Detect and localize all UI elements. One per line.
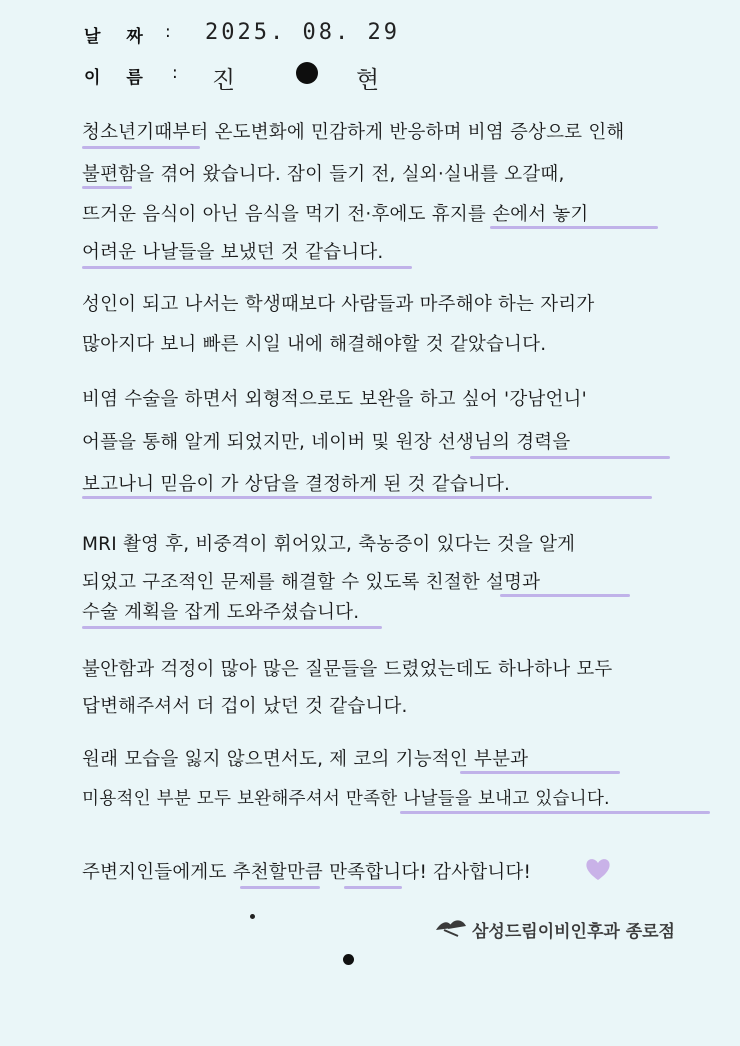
- date-colon: :: [165, 22, 171, 42]
- highlight-underline: [82, 146, 200, 149]
- highlight-underline: [460, 771, 620, 774]
- body-line: 불안함과 걱정이 많아 많은 질문들을 드렸었는데도 하나하나 모두: [82, 659, 613, 680]
- body-line: 미용적인 부분 모두 보완해주셔서 만족한 나날들을 보내고 있습니다.: [82, 789, 610, 809]
- date-label: 날 짜: [84, 27, 153, 47]
- ink-dot: [250, 914, 255, 919]
- body-line: 되었고 구조적인 문제를 해결할 수 있도록 친절한 설명과: [82, 572, 541, 593]
- highlight-underline: [82, 266, 412, 269]
- clinic-name-stamp: 삼성드림이비인후과 종로점: [472, 922, 675, 942]
- highlight-underline: [344, 886, 402, 889]
- highlight-underline: [82, 186, 132, 189]
- highlight-underline: [82, 496, 652, 499]
- highlight-underline: [400, 811, 710, 814]
- body-line: 뜨거운 음식이 아닌 음식을 먹기 전·후에도 휴지를 손에서 놓기: [82, 204, 589, 225]
- body-line: 비염 수술을 하면서 외형적으로도 보완을 하고 싶어 '강남언니': [82, 389, 587, 410]
- highlight-underline: [240, 886, 320, 889]
- body-line: 불편함을 겪어 왔습니다. 잠이 들기 전, 실외·실내를 오갈때,: [82, 164, 565, 185]
- body-line: 성인이 되고 나서는 학생때보다 사람들과 마주해야 하는 자리가: [82, 294, 595, 315]
- name-first: 진: [212, 66, 239, 94]
- body-line: 주변지인들에게도 추천할만큼 만족합니다! 감사합니다!: [82, 862, 532, 883]
- body-line: 많아지다 보니 빠른 시일 내에 해결해야할 것 같았습니다.: [82, 334, 547, 355]
- body-line: 보고나니 믿음이 가 상담을 결정하게 된 것 같습니다.: [82, 474, 511, 495]
- highlight-underline: [490, 226, 658, 229]
- highlight-underline: [82, 626, 382, 629]
- body-line: 청소년기때부터 온도변화에 민감하게 반응하며 비염 증상으로 인해: [82, 122, 625, 143]
- body-line: 원래 모습을 잃지 않으면서도, 제 코의 기능적인 부분과: [82, 749, 529, 770]
- body-line: MRI 촬영 후, 비중격이 휘어있고, 축농증이 있다는 것을 알게: [82, 534, 576, 555]
- highlight-underline: [470, 456, 670, 459]
- body-line: 답변해주셔서 더 겁이 났던 것 같습니다.: [82, 696, 408, 717]
- name-last: 현: [356, 66, 383, 94]
- redacted-name-mark: [296, 62, 318, 84]
- heart-icon: [584, 855, 612, 883]
- name-colon: :: [172, 63, 178, 83]
- ginkgo-leaf-logo-icon: [434, 916, 468, 938]
- body-line: 어플을 통해 알게 되었지만, 네이버 및 원장 선생님의 경력을: [82, 432, 571, 453]
- ink-dot: [343, 954, 354, 965]
- name-label: 이 름: [84, 68, 153, 88]
- date-value: 2025. 08. 29: [205, 20, 400, 45]
- highlight-underline: [500, 594, 630, 597]
- body-line: 수술 계획을 잡게 도와주셨습니다.: [82, 602, 360, 623]
- body-line: 어려운 나날들을 보냈던 것 같습니다.: [82, 242, 384, 263]
